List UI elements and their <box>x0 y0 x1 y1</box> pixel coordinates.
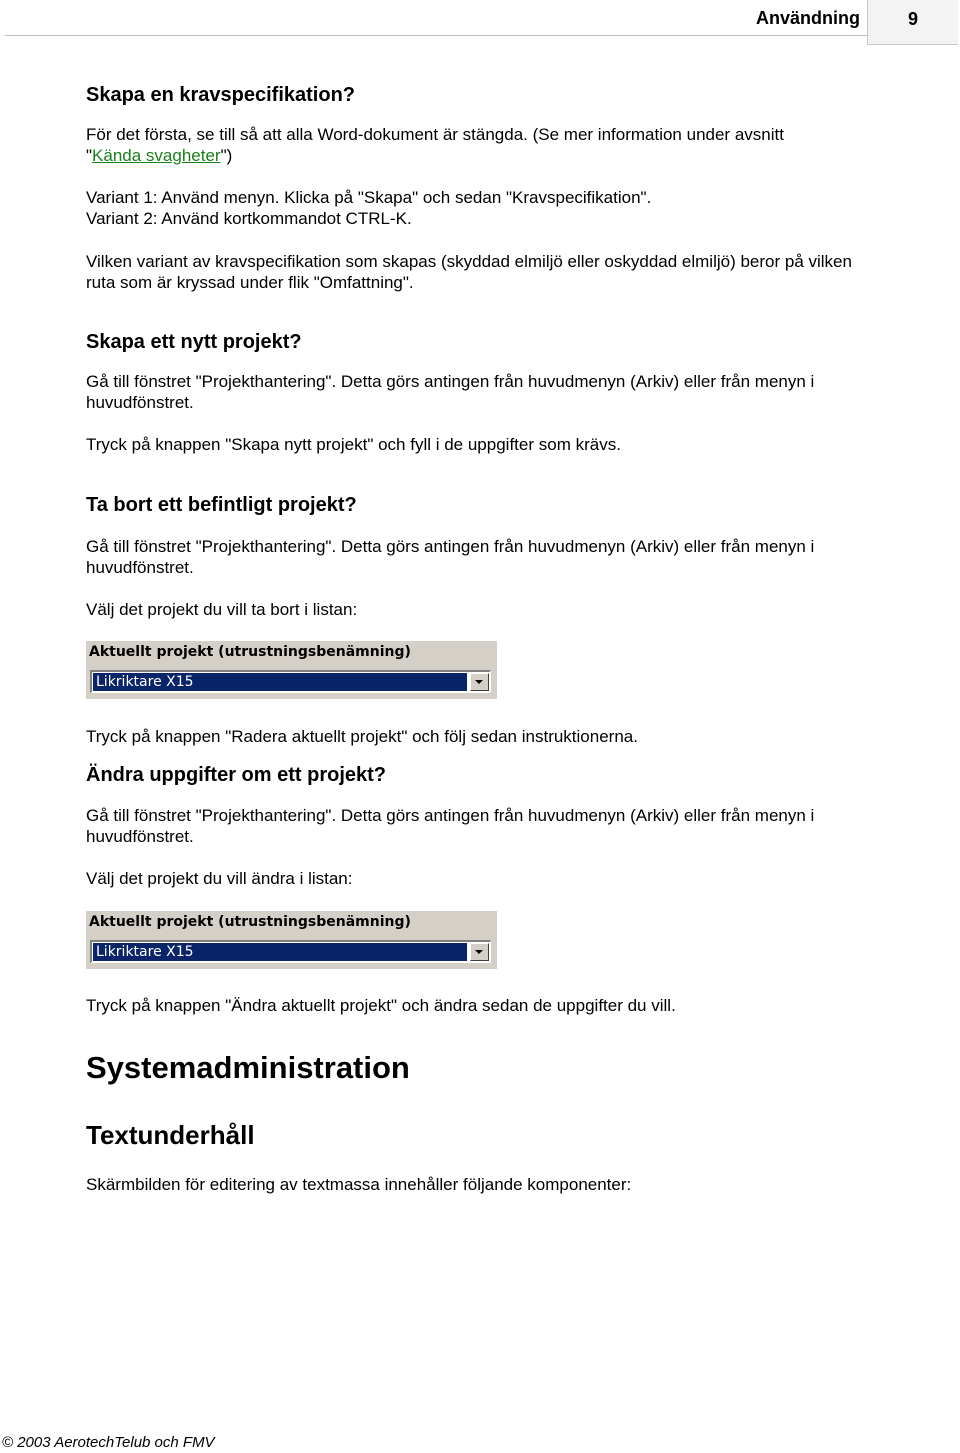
link-kanda-svagheter[interactable]: Kända svagheter <box>92 146 221 165</box>
project-select[interactable] <box>90 670 491 693</box>
paragraph-variant-2: Variant 2: Använd kortkommandot CTRL-K. <box>86 209 412 228</box>
header-rule <box>5 35 868 36</box>
heading-andra: Ändra uppgifter om ett projekt? <box>86 764 386 786</box>
project-dropdown-screenshot <box>86 641 497 699</box>
heading-textunderhall: Textunderhåll <box>86 1120 255 1150</box>
paragraph-known-issues-ref: "Kända svagheter") <box>86 146 233 165</box>
paragraph-skapa-nytt: Tryck på knappen "Skapa nytt projekt" och fyll i de uppgifter som krävs. <box>86 435 621 454</box>
chevron-down-icon <box>475 950 483 954</box>
chapter-title: Användning <box>756 8 860 28</box>
paragraph-ta-bort-2: huvudfönstret. <box>86 558 194 577</box>
chevron-down-icon <box>475 680 483 684</box>
paragraph-ta-bort-1: Gå till fönstret "Projekthantering". Detta görs antingen från huvudmenyn (Arkiv) eller från menyn i <box>86 537 815 556</box>
heading-nytt-projekt: Skapa ett nytt projekt? <box>86 331 302 353</box>
page-number: 9 <box>867 0 958 45</box>
paragraph-word-closed: För det första, se till så att alla Word-dokument är stängda. (Se mer information under avsnitt <box>86 125 784 144</box>
dropdown-button[interactable] <box>470 943 489 961</box>
paragraph-textunderhall: Skärmbilden för editering av textmassa innehåller följande komponenter: <box>86 1175 632 1194</box>
heading-skapa-kravspec: Skapa en kravspecifikation? <box>86 84 356 106</box>
paragraph-projekthantering-1: Gå till fönstret "Projekthantering". Detta görs antingen från huvudmenyn (Arkiv) eller från menyn i <box>86 372 815 391</box>
paragraph-andra-1: Gå till fönstret "Projekthantering". Detta görs antingen från huvudmenyn (Arkiv) eller från menyn i <box>86 806 815 825</box>
paragraph-ta-bort-3: Välj det projekt du vill ta bort i listan: <box>86 600 358 619</box>
page-header <box>0 0 960 46</box>
page-footer: © 2003 AerotechTelub och FMV <box>2 1434 215 1451</box>
heading-ta-bort: Ta bort ett befintligt projekt? <box>86 494 357 516</box>
paragraph-andra-4: Tryck på knappen "Ändra aktuellt projekt" och ändra sedan de uppgifter du vill. <box>86 996 676 1015</box>
paragraph-variant-1: Variant 1: Använd menyn. Klicka på "Skapa" och sedan "Kravspecifikation". <box>86 188 652 207</box>
dropdown-selected-value: Likriktare X15 <box>93 943 467 961</box>
project-dropdown-screenshot-2 <box>86 911 497 969</box>
paragraph-variant-desc-1: Vilken variant av kravspecifikation som skapas (skyddad elmiljö eller oskyddad elmiljö) beror på vilken <box>86 252 852 271</box>
paragraph-andra-3: Välj det projekt du vill ändra i listan: <box>86 869 353 888</box>
paragraph-variant-desc-2: ruta som är kryssad under flik "Omfattning". <box>86 273 414 292</box>
paragraph-projekthantering-2: huvudfönstret. <box>86 393 194 412</box>
dropdown-label: Aktuellt projekt (utrustningsbenämning) <box>89 644 411 660</box>
heading-systemadministration: Systemadministration <box>86 1050 410 1085</box>
paragraph-andra-2: huvudfönstret. <box>86 827 194 846</box>
dropdown-label: Aktuellt projekt (utrustningsbenämning) <box>89 914 411 930</box>
paragraph-radera: Tryck på knappen "Radera aktuellt projekt" och följ sedan instruktionerna. <box>86 727 638 746</box>
project-select[interactable] <box>90 940 491 963</box>
dropdown-selected-value: Likriktare X15 <box>93 673 467 691</box>
dropdown-button[interactable] <box>470 673 489 691</box>
